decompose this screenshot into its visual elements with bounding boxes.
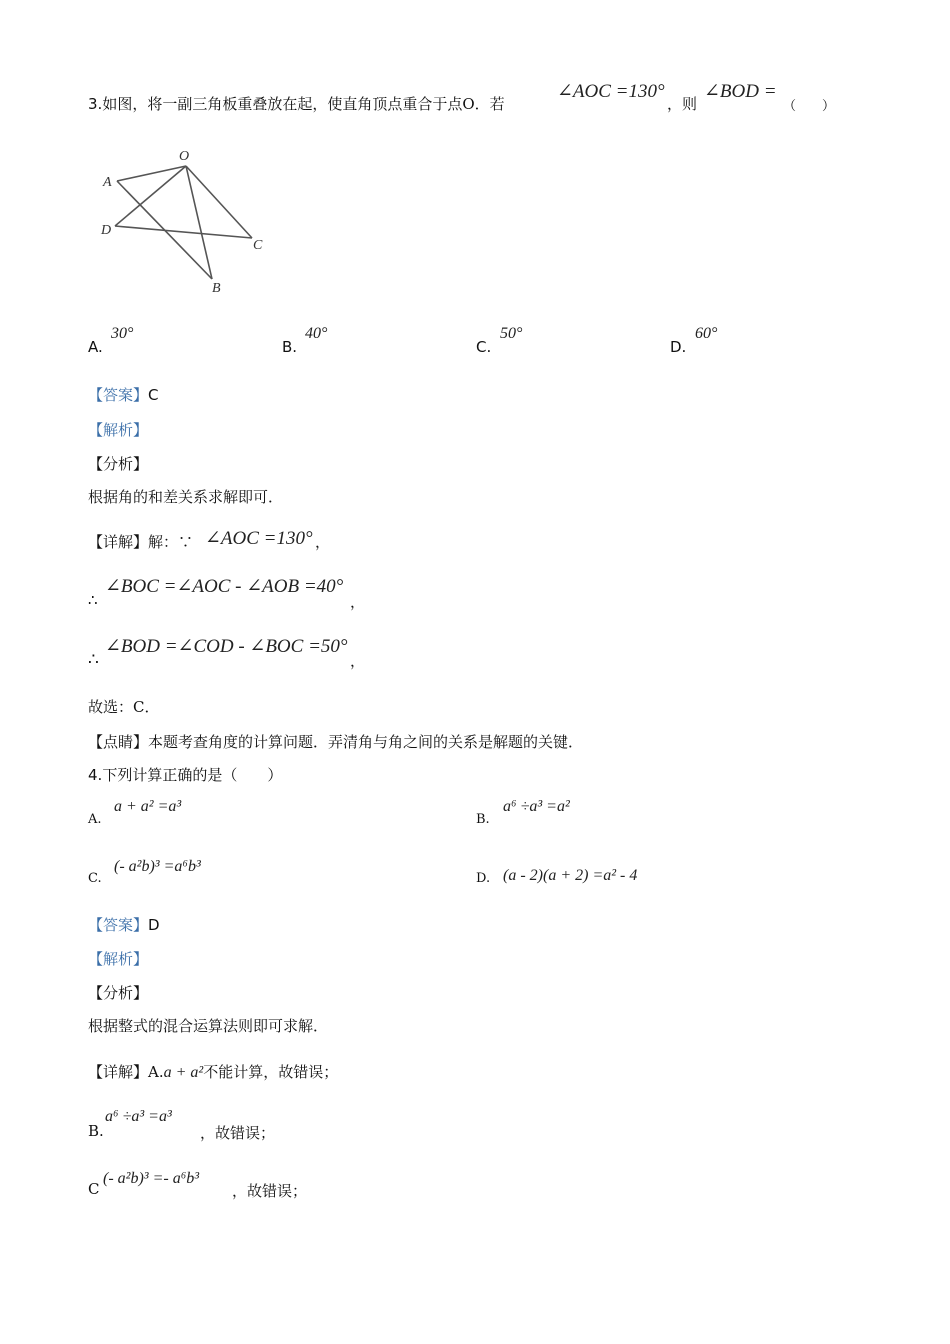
q3-fenxi-tag: 【分析】 <box>88 455 149 473</box>
q4-detail-b-label: B. <box>88 1122 104 1140</box>
q4-fenxi: 根据整式的混合运算法则即可求解． <box>88 1017 329 1035</box>
q4-option-b-expr: a⁶ ÷a³ =a² <box>503 798 570 815</box>
q3-option-d-value: 60° <box>695 325 718 342</box>
q4-number: 4. <box>88 766 103 784</box>
q3-option-c-label: C. <box>476 338 492 356</box>
q3-dianjing: 本题考查角度的计算问题．弄清角与角之间的关系是解题的关键． <box>148 733 584 751</box>
q4-stem-line <box>88 764 282 785</box>
q4-option-c-expr: (- a²b)³ =a⁶b³ <box>114 858 201 875</box>
q4-answer-tag: 【答案】 <box>88 916 149 934</box>
q3-detail-step1-end: ， <box>315 533 331 551</box>
q3-option-b-value: 40° <box>305 325 328 342</box>
q3-choose: 故选：C． <box>88 698 160 716</box>
q4-option-c-label: C. <box>88 871 102 886</box>
label-B: B <box>212 281 221 296</box>
q4-detail-c-text: ，故错误； <box>232 1182 308 1200</box>
q4-option-d-expr: (a - 2)(a + 2) =a² - 4 <box>503 867 638 884</box>
q4-analysis-tag: 【解析】 <box>88 950 149 968</box>
line-AO <box>117 166 186 181</box>
q4-detail-c-label: C <box>88 1180 100 1198</box>
q3-stem-line <box>88 93 505 114</box>
q3-detail-intro: 解：∵ <box>148 533 194 551</box>
q3-detail-tag: 【详解】 <box>88 533 149 551</box>
line-DC <box>115 226 252 238</box>
q4-option-a-label: A. <box>88 812 102 827</box>
q3-answer-tag: 【答案】 <box>88 386 149 404</box>
q4-option-d-label: D. <box>476 871 491 886</box>
q3-fenxi: 根据角的和差关系求解即可． <box>88 488 284 506</box>
q4-detail-a-line <box>88 1061 338 1082</box>
q3-given-angle: ∠AOC =130° <box>557 81 665 102</box>
label-C: C <box>253 238 263 253</box>
q3-stem-a: 如图，将一副三角板重叠放在起，使直角顶点重合于点O．若 <box>102 95 505 113</box>
q3-detail-step3-end: ， <box>350 652 366 670</box>
q3-stem-b: ，则 <box>667 95 698 113</box>
line-OB <box>186 166 212 279</box>
q4-detail-b-text: ，故错误； <box>200 1124 276 1142</box>
q3-option-d-label: D. <box>670 338 687 356</box>
q3-detail-step2: ∠BOC =∠AOC - ∠AOB =40° <box>105 576 344 597</box>
q3-detail-step1: ∠AOC =130° <box>205 528 313 549</box>
q3-detail-step3: ∠BOD =∠COD - ∠BOC =50° <box>105 636 348 657</box>
q4-answer-line <box>88 914 160 935</box>
q3-detail-line <box>88 531 193 552</box>
q3-asked-angle: ∠BOD = <box>704 81 777 102</box>
q3-option-a-label: A. <box>88 338 103 356</box>
q4-detail-a-label: A. <box>148 1063 164 1081</box>
q3-triangle-figure <box>95 145 275 300</box>
label-D: D <box>101 223 112 238</box>
line-DO <box>115 166 186 226</box>
q3-dianjing-tag: 【点睛】 <box>88 733 149 751</box>
q4-stem: 下列计算正确的是（ ） <box>102 766 283 784</box>
q3-dianjing-line <box>88 731 583 752</box>
q4-detail-a-expr: a + a² <box>163 1064 204 1081</box>
q3-therefore-1: ∴ <box>88 591 98 609</box>
q4-detail-b-expr: a⁶ ÷a³ =a³ <box>105 1108 172 1125</box>
q4-detail-tag: 【详解】 <box>88 1063 149 1081</box>
q4-fenxi-tag: 【分析】 <box>88 984 149 1002</box>
q4-option-b-label: B. <box>476 812 490 827</box>
q3-paren: （ ） <box>783 99 836 114</box>
q3-analysis-tag: 【解析】 <box>88 421 149 439</box>
q3-therefore-2: ∴ <box>88 650 99 670</box>
q4-answer: D <box>148 916 160 934</box>
q3-option-c-value: 50° <box>500 325 523 342</box>
q3-number: 3. <box>88 95 103 113</box>
q3-answer-line <box>88 384 159 405</box>
q3-option-a-value: 30° <box>111 325 134 342</box>
q3-detail-step2-end: ， <box>350 593 366 611</box>
q3-option-b-label: B. <box>282 338 298 356</box>
line-OC <box>186 166 252 238</box>
q3-answer: C <box>148 386 159 404</box>
q4-detail-c-expr: (- a²b)³ =- a⁶b³ <box>103 1170 200 1187</box>
label-A: A <box>103 175 112 190</box>
q4-detail-a-text: 不能计算，故错误； <box>203 1063 339 1081</box>
q4-option-a-expr: a + a² =a³ <box>114 798 182 815</box>
label-O: O <box>179 149 190 164</box>
